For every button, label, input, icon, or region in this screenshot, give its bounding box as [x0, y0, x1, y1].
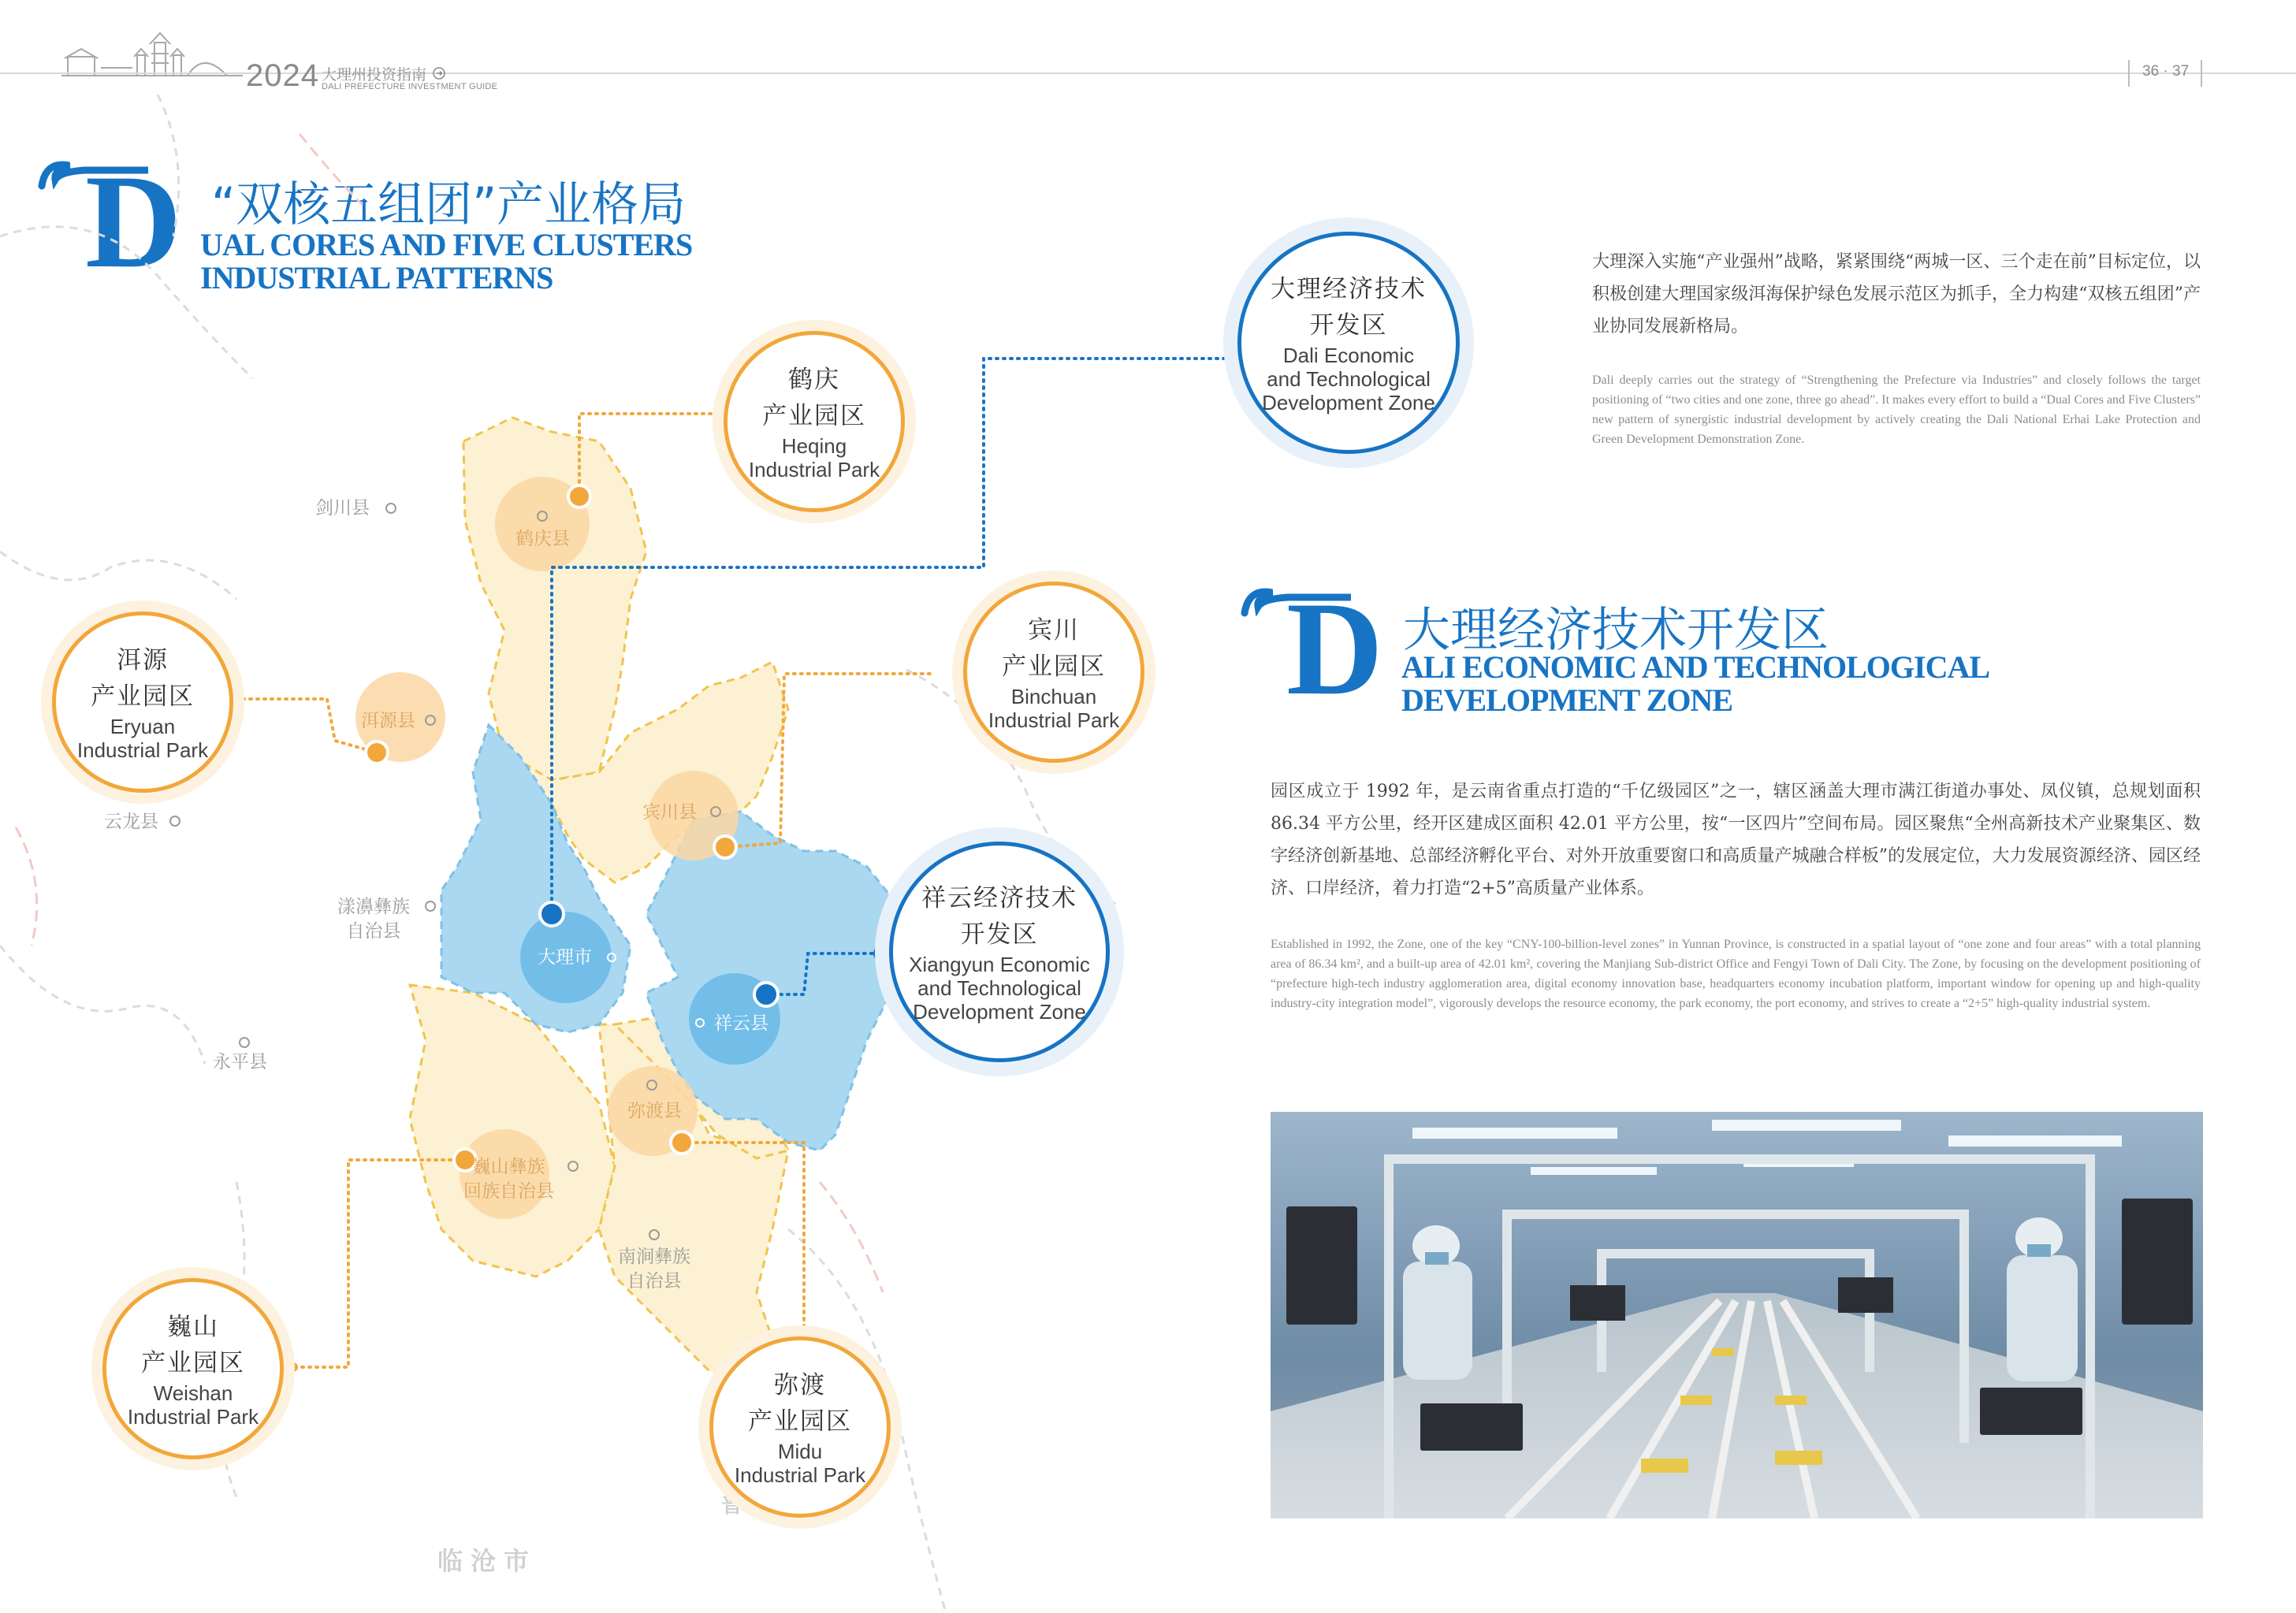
- weishan-industrial-park: [102, 1278, 284, 1459]
- heqing-industrial-park: [724, 331, 905, 512]
- county-label-jianchuan: 剑川县: [315, 498, 370, 518]
- page-numbers: 36 · 37: [2142, 63, 2190, 80]
- header-year: 2024: [246, 58, 319, 93]
- prefecture-boundary: [16, 827, 37, 946]
- midu-industrial-park: [709, 1336, 891, 1518]
- park-name-en: Industrial Park: [76, 738, 209, 762]
- county-label-yangbi: [337, 895, 410, 944]
- park-name-en: Binchuan: [1010, 685, 1097, 708]
- factory-assembly-line-photo: [1271, 1112, 2203, 1518]
- park-name-cn: 产业园区: [762, 402, 866, 430]
- section1-title-en-1: UAL CORES AND FIVE CLUSTERS: [200, 227, 693, 262]
- heqing-marker: [568, 485, 590, 507]
- county-label-nanjian: [618, 1245, 690, 1294]
- zone-name-cn: 开发区: [960, 920, 1039, 949]
- section1-initial: D: [85, 147, 182, 295]
- county-label-yunlong: 云龙县: [104, 812, 158, 832]
- park-name-cn: 产业园区: [91, 682, 195, 711]
- county-label-binchuan: 宾川县: [642, 802, 697, 823]
- zone-name-cn: 祥云经济技术: [921, 884, 1077, 912]
- zone-name-cn: 开发区: [1309, 311, 1388, 340]
- county-label-nanjian-line1: 南涧彝族: [618, 1247, 690, 1267]
- header-guide-cn: 大理州投资指南: [322, 66, 427, 84]
- city-label-pu: 普: [721, 1492, 752, 1518]
- park-name-cn: 洱源: [117, 646, 169, 675]
- county-label-yangbi-line1: 漾濞彝族: [337, 897, 410, 917]
- eryuan-industrial-park: [52, 611, 233, 793]
- park-name-en: Weishan: [153, 1381, 233, 1405]
- county-label-midu: 弥渡县: [627, 1101, 682, 1121]
- zone-name-en: Development Zone: [913, 1000, 1086, 1024]
- county-label-nanjian-line2: 自治县: [627, 1271, 682, 1292]
- county-label-yongping: 永平县: [213, 1052, 267, 1072]
- outer-boundary: [0, 227, 252, 378]
- park-name-en: Industrial Park: [734, 1463, 866, 1487]
- city-label-lincang: 临沧市: [437, 1546, 538, 1576]
- eryuan-connector: [229, 699, 377, 753]
- arrow-circle-icon: [432, 66, 446, 80]
- county-label-weishan-line1: 巍山彝族: [472, 1157, 545, 1177]
- park-name-cn: 产业园区: [1002, 652, 1106, 681]
- prefecture-boundary: [300, 134, 363, 205]
- factory-illustration: [1271, 1112, 2203, 1518]
- outer-boundary: [158, 95, 179, 236]
- park-name-cn: 弥渡: [774, 1371, 826, 1399]
- page-divider: [2128, 60, 2130, 87]
- header-guide-en: DALI PREFECTURE INVESTMENT GUIDE: [322, 82, 498, 91]
- section2-body-en: Established in 1992, the Zone, one of the key “CNY-100-billion-level zones” in Yunnan Province, is constructed in a spatial layout of “one zone and four areas” with a total planning area of 86.34 km², and a built-up area of 42.01 km², covering the Manjiang Sub-district Office and Fengyi Town of Dali City. The Zone, by focusing on the development positioning of “prefecture high-tech industry agglomeration area, digital economy innovation base, headquarters economy incubation platform, important window for opening up and high-quality industry-city integration model”, vigorously develops the resource economy, the park economy, the port economy, and strives to create a “2+5” high-quality industrial system.: [1271, 938, 2201, 1010]
- park-name-cn: 巍山: [167, 1313, 219, 1341]
- intro-paragraph-en: Dali deeply carries out the strategy of “Strengthening the Prefecture via Industries” and closely follows the target positioning of “two cities and one zone, three go ahead”. It makes every effort to build a “Dual Cores and Five Clusters” new pattern of synergistic industrial development by actively creating the Dali National Erhai Lake Protection and Green Development Demonstration Zone.: [1592, 374, 2201, 446]
- xiangyun-economic-development-zone: [889, 842, 1110, 1062]
- prefecture-boundary: [820, 1182, 883, 1292]
- park-name-cn: 产业园区: [141, 1349, 245, 1377]
- section1-title-cn: “双核五组团”产业格局: [211, 177, 687, 232]
- section1-title-en-2: INDUSTRIAL PATTERNS: [200, 260, 553, 295]
- dali-economic-development-zone: [1237, 232, 1460, 454]
- outer-boundary: [0, 552, 236, 599]
- zone-name-en: Dali Economic: [1282, 344, 1415, 367]
- park-name-cn: 鹤庆: [788, 366, 840, 394]
- county-label-dali: 大理市: [538, 947, 592, 968]
- page-divider: [2201, 60, 2202, 87]
- section2-title-en-1: ALI ECONOMIC AND TECHNOLOGICAL: [1401, 649, 1990, 685]
- eryuan-marker: [366, 741, 388, 764]
- section2-title-cn: 大理经济技术开发区: [1403, 603, 1829, 658]
- park-name-en: Industrial Park: [748, 458, 880, 481]
- binchuan-marker: [714, 836, 736, 858]
- park-name-en: Industrial Park: [127, 1405, 259, 1429]
- county-label-xiangyun: 祥云县: [714, 1013, 768, 1034]
- county-label-weishan: [463, 1155, 554, 1204]
- park-name-en: Heqing: [781, 434, 847, 458]
- county-label-weishan-line2: 回族自治县: [463, 1181, 554, 1202]
- park-name-en: Industrial Park: [988, 708, 1120, 732]
- section2-title-en-2: DEVELOPMENT ZONE: [1401, 682, 1732, 718]
- county-label-yangbi-line2: 自治县: [346, 921, 401, 942]
- zone-name-en: Xiangyun Economic: [909, 953, 1090, 976]
- county-label-eryuan: 洱源县: [361, 711, 415, 731]
- park-name-cn: 宾川: [1028, 616, 1080, 645]
- outer-boundary: [0, 946, 205, 1064]
- intro-paragraph-cn: 大理深入实施“产业强州”战略，紧紧围绕“两城一区、三个走在前”目标定位，以积极创建大理国家级洱海保护绿色发展示范区为抓手，全力构建“双核五组团”产业协同发展新格局。: [1592, 252, 2201, 336]
- binchuan-industrial-park: [963, 582, 1144, 763]
- zone-name-cn: 大理经济技术: [1271, 275, 1427, 303]
- park-name-en: Eryuan: [110, 715, 176, 738]
- county-label-heqing: 鹤庆县: [515, 529, 570, 549]
- midu-marker: [671, 1132, 693, 1154]
- zone-name-en: and Technological: [1267, 367, 1431, 391]
- park-name-en: Midu: [777, 1440, 823, 1463]
- section2-initial: D: [1286, 574, 1383, 723]
- xiangyun-marker: [754, 983, 778, 1006]
- zone-name-en: and Technological: [917, 976, 1081, 1000]
- park-name-cn: 产业园区: [748, 1407, 852, 1436]
- section2-body-cn: 园区成立于 1992 年，是云南省重点打造的“千亿级园区”之一，辖区涵盖大理市满江街道办事处、凤仪镇，总规划面积 86.34 平方公里，经开区建成区面积 42.01 平方公里，按“一区四片”空间布局。园区聚焦“全州高新技术产业聚集区、数字经济创新基地、总部经济孵化平台、对外开放重要窗口和高质量产城融合样板”的发展定位，大力发展资源经济、园区经济、口岸经济，着力打造“2+5”高质量产业体系。: [1271, 782, 2201, 898]
- dali-city-marker: [540, 902, 564, 926]
- zone-name-en: Development Zone: [1262, 391, 1435, 414]
- city-skyline-logo-icon: [61, 27, 243, 90]
